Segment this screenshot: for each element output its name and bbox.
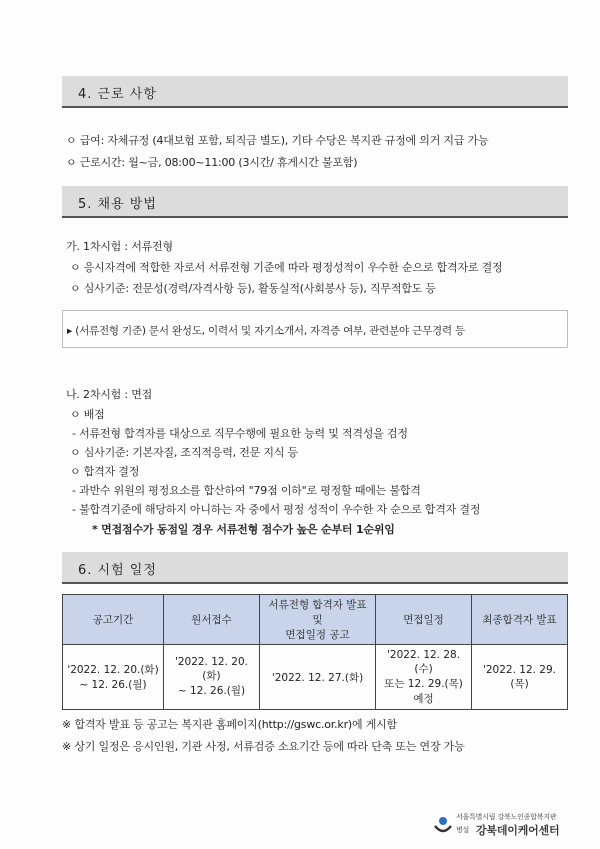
second-exam-line-1: ㅇ 배점 — [70, 408, 105, 421]
header-announcement-period: 공고기간 — [63, 595, 164, 645]
first-exam-line-1: ㅇ 응시자격에 적합한 자로서 서류전형 기준에 따라 평정성적이 우수한 순으로 합격자로 결정 — [70, 261, 503, 274]
work-hours-line: ㅇ 근로시간: 월~금, 08:00~11:00 (3시간/ 휴게시간 불포함) — [66, 156, 358, 169]
first-exam-heading: 가. 1차시험 : 서류전형 — [66, 240, 173, 253]
second-exam-line-4: ㅇ 합격자 결정 — [70, 465, 140, 478]
note-announcement: ※ 합격자 발표 등 공고는 복지관 홈페이지(http://gswc.or.kr)에 게시함 — [62, 718, 397, 731]
header-interview-date: 면접일정 — [376, 595, 472, 645]
first-exam-line-2: ㅇ 심사기준: 전문성(경력/자격사항 등), 활동실적(사회봉사 등), 직무적합도 등 — [70, 282, 436, 295]
document-screening-criteria-box — [62, 310, 568, 348]
header-application: 원서접수 — [164, 595, 260, 645]
logo-large-text: 강북데이케어센터 — [476, 824, 560, 837]
second-exam-line-6: - 불합격기준에 해당하지 아니하는 자 중에서 평정 성적이 우수한 자 순으로 합격자 결정 — [72, 503, 481, 516]
table-header-row — [63, 595, 568, 645]
cell-interview-date: '2022. 12. 28.(수) 또는 12. 29.(목) 예정 — [376, 645, 472, 710]
salary-line: ㅇ 급여: 자체규정 (4대보험 포함, 퇴직금 별도), 기타 수당은 복지관 규정에 의거 지급 가능 — [66, 134, 489, 147]
section-title: 5. 채용 방법 — [78, 197, 157, 212]
cell-announcement-period: '2022. 12. 20.(화) ~ 12. 26.(월) — [63, 645, 164, 710]
second-exam-line-3: ㅇ 심사기준: 기본자질, 조직적응력, 전문 지식 등 — [70, 446, 298, 459]
organization-emblem-icon — [432, 814, 454, 836]
logo-prefix-text: 병설 — [456, 826, 470, 834]
cell-document-result: '2022. 12. 27.(화) — [259, 645, 375, 710]
section-header-work-conditions — [62, 76, 568, 108]
section-header-exam-schedule — [62, 552, 568, 584]
cell-final-result: '2022. 12. 29.(목) — [472, 645, 568, 710]
section-title: 4. 근로 사항 — [78, 87, 157, 102]
second-exam-line-2: - 서류전형 합격자를 대상으로 직무수행에 필요한 능력 및 적격성을 검정 — [72, 427, 408, 440]
exam-schedule-table — [62, 594, 568, 710]
section-title: 6. 시험 일정 — [78, 563, 157, 578]
section-header-hiring-method — [62, 186, 568, 218]
header-document-result: 서류전형 합격자 발표 및 면접일정 공고 — [259, 595, 375, 645]
note-schedule-change: ※ 상기 일정은 응시인원, 기관 사정, 서류검증 소요기간 등에 따라 단축 또는 연장 가능 — [62, 740, 465, 753]
second-exam-line-5: - 과반수 위원의 평정요소를 합산하여 "79점 이하"로 평정할 때에는 불합격 — [72, 484, 421, 497]
header-final-result: 최종합격자 발표 — [472, 595, 568, 645]
logo-small-text: 서울특별시립 강북노인종합복지관 — [456, 813, 557, 821]
table-row — [63, 645, 568, 710]
criteria-text: ▸ (서류전형 기준) 문서 완성도, 이력서 및 자기소개서, 자격증 여부, 관련분야 근무경력 등 — [67, 325, 465, 337]
cell-application: '2022. 12. 20.(화) ~ 12. 26.(월) — [164, 645, 260, 710]
tiebreak-note: * 면접점수가 동점일 경우 서류전형 점수가 높은 순부터 1순위임 — [92, 523, 395, 536]
second-exam-heading: 나. 2차시험 : 면접 — [66, 388, 153, 401]
